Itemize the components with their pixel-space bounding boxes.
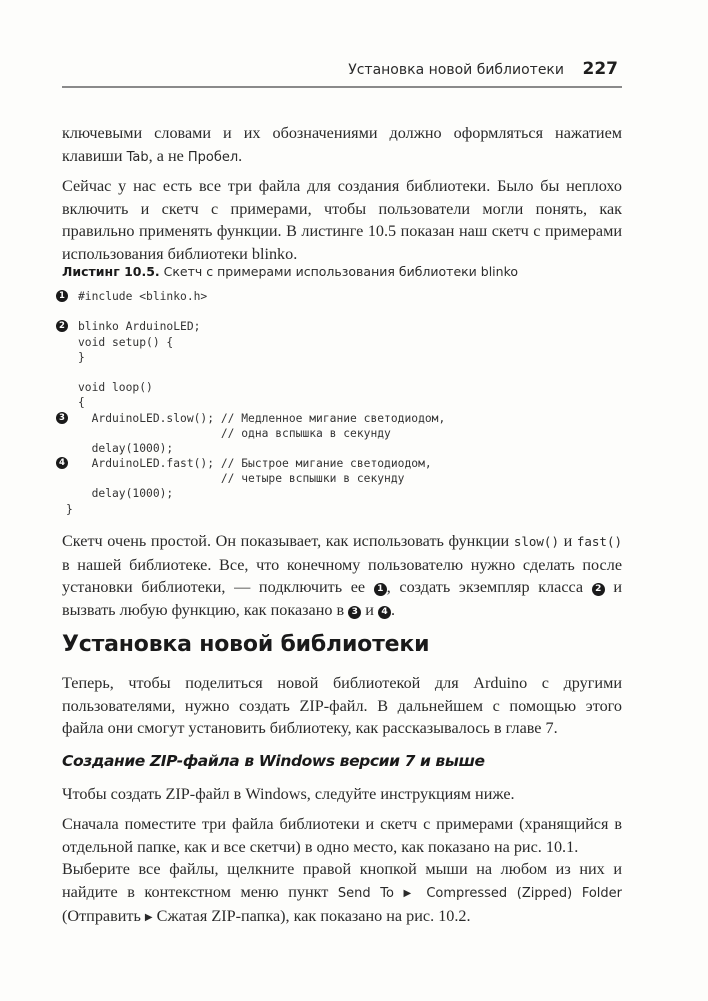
- callout-ref-2: 2: [592, 583, 605, 596]
- callout-marker-1: 1: [56, 290, 68, 302]
- paragraph-instructions-intro: Чтобы создать ZIP-файл в Windows, следуйте инструкциям ниже.: [62, 785, 515, 803]
- page-number: 227: [582, 59, 618, 79]
- code-line: [62, 350, 622, 365]
- listing-label: Листинг 10.5.: [62, 264, 160, 279]
- code-text: blinko ArduinoLED;: [78, 320, 201, 334]
- code-text: {: [78, 396, 85, 410]
- code-line: [59, 289, 622, 304]
- menu-item-send-to: Send To: [337, 885, 394, 901]
- text: Скетч очень простой. Он показывает, как использовать функции: [62, 532, 514, 550]
- menu-arrow-icon: ▶: [403, 887, 417, 899]
- paragraph-step-2: [62, 858, 622, 930]
- code-line: [59, 411, 622, 426]
- callout-ref-3: 3: [348, 606, 361, 619]
- text: ключевыми словами и их обозначениями должно оформляться нажатием клавиши: [62, 124, 622, 165]
- listing-caption: [62, 264, 518, 279]
- paragraph-tab-key: [62, 122, 622, 169]
- code-line: [62, 395, 622, 410]
- code-listing: [59, 289, 622, 517]
- text: (Отправить: [62, 907, 145, 925]
- key-name-tab: Tab: [126, 149, 149, 165]
- code-line: [62, 365, 622, 380]
- callout-ref-1: 1: [374, 583, 387, 596]
- code-text: delay(1000);: [78, 441, 174, 455]
- text: , создать экземпляр класса: [386, 578, 592, 596]
- paragraph-step-1: Сначала поместите три файла библиотеки и скетч с примерами (хранящийся в отдельной папке, как и все скетчи) в одно место, как показано на рис. 10.1.: [62, 815, 622, 856]
- subsection-heading: Создание ZIP-файла в Windows версии 7 и выше: [62, 752, 485, 770]
- code-text: void loop(): [78, 381, 153, 395]
- code-line: [59, 456, 622, 471]
- paragraph-intro-listing: Сейчас у нас есть все три файла для создания библиотеки. Было бы неплохо включить и скетч с примерами, чтобы пользователи могли понять, как правильно применять функции. В листинге 10.5 показан наш скетч с примерами использования библиотеки blinko.: [62, 177, 622, 263]
- text: Сжатая ZIP-папка), как показано на рис. 10.2.: [152, 907, 471, 925]
- text: в нашей библиотеке. Все, что конечному пользователю нужно сделать после установки библиотеки, — подключить ее: [62, 555, 622, 596]
- text: и: [361, 600, 378, 619]
- code-line: [62, 471, 622, 486]
- paragraph-sketch-explanation: [62, 530, 622, 621]
- callout-marker-2: 2: [56, 320, 68, 332]
- text: .: [390, 600, 396, 619]
- section-heading: Установка новой библиотеки: [62, 632, 430, 657]
- key-name-space: Пробел: [187, 149, 239, 165]
- menu-item-compressed-folder: Compressed (Zipped) Folder: [426, 885, 622, 901]
- code-line: [62, 304, 622, 319]
- code-line: [62, 441, 622, 456]
- inline-code-fast: fast(): [576, 534, 623, 549]
- running-title: Установка новой библиотеки: [348, 62, 564, 78]
- inline-code-slow: slow(): [513, 534, 559, 549]
- text: и: [558, 532, 577, 550]
- text: Выберите все файлы, щелкните правой кнопкой мыши на любом из них и найдите в контекстном меню пункт: [62, 860, 622, 901]
- menu-arrow-icon: ▶: [144, 912, 153, 923]
- code-text: // четыре вспышки в секунду: [78, 472, 405, 486]
- listing-caption-text: Скетч с примерами использования библиотеки blinko: [159, 264, 519, 279]
- code-line: [62, 426, 622, 441]
- text: , а не: [148, 146, 188, 165]
- callout-marker-4: 4: [56, 457, 68, 469]
- code-text: void setup() {: [78, 335, 174, 349]
- text: .: [238, 146, 243, 165]
- code-text: delay(1000);: [78, 487, 174, 501]
- code-text: #include <blinko.h>: [78, 290, 208, 303]
- paragraph-zip-intro: Теперь, чтобы поделиться новой библиотекой для Arduino с другими пользователями, нужно создать ZIP-файл. В дальнейшем с помощью этого файла они смогут установить библиотеку, как рассказывалось в главе 7.: [62, 674, 622, 737]
- code-line: [59, 319, 622, 334]
- code-line: [62, 335, 622, 350]
- code-text: }: [66, 502, 73, 516]
- code-text: }: [78, 350, 85, 364]
- code-text: ArduinoLED.slow(); // Медленное мигание светодиодом,: [78, 411, 446, 425]
- code-line: [62, 502, 622, 517]
- callout-marker-3: 3: [56, 412, 68, 424]
- code-text: ArduinoLED.fast(); // Быстрое мигание светодиодом,: [78, 457, 432, 471]
- text: и вызвать любую функцию, как показано в: [62, 578, 622, 619]
- callout-ref-4: 4: [378, 606, 391, 619]
- running-header: [62, 60, 622, 88]
- code-text: // одна вспышка в секунду: [78, 426, 391, 440]
- code-line: [62, 380, 622, 395]
- code-line: [62, 486, 622, 501]
